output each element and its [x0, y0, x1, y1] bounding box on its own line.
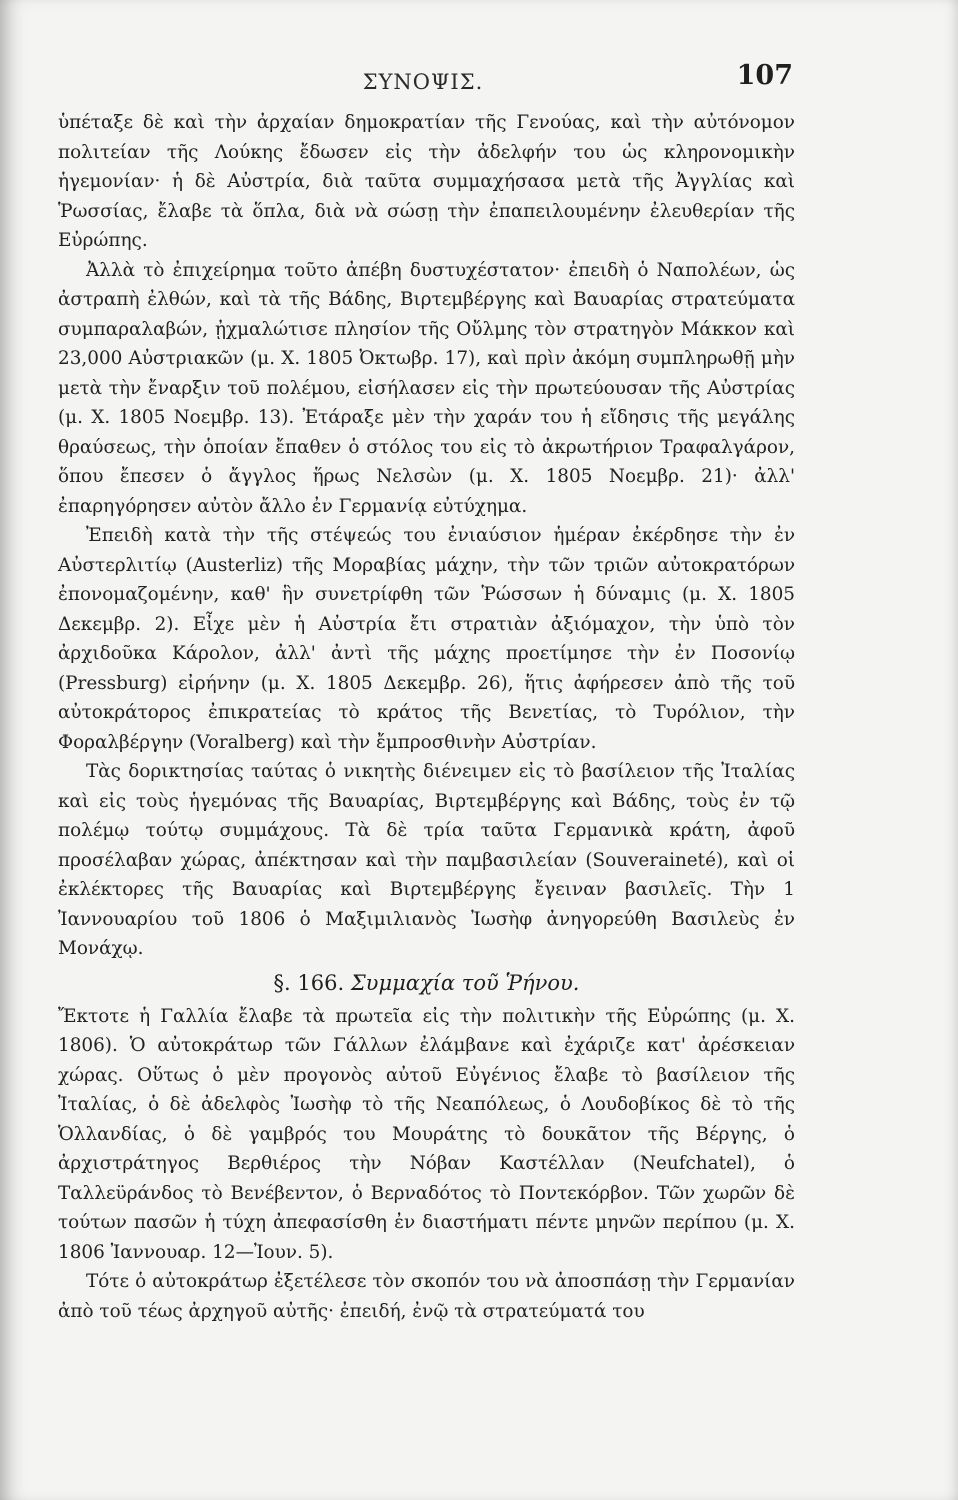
section-heading [58, 967, 795, 999]
paragraph: Ἔκτοτε ἡ Γαλλία ἔλαβε τὰ πρωτεῖα εἰς τὴν πολιτικὴν τῆς Εὐρώπης (μ. Χ. 1806). Ὁ αὐτοκράτωρ τῶν Γάλλων ἐλάμβανε καὶ ἐχάριζε κατ' ἀρέσκειαν χώρας. Οὕτως ὁ μὲν προγονὸς αὐτοῦ Εὐγένιος ἔλαβε τὸ βασίλειον τῆς Ἰταλίας, ὁ δὲ ἀδελφὸς Ἰωσὴφ τὸ τῆς Νεαπόλεως, ὁ Λουδοβίκος δὲ τὸ τῆς Ὁλλανδίας, ὁ δὲ γαμβρός του Μουράτης τὸ δουκᾶτον τῆς Βέργης, ὁ ἀρχιστράτηγος Βερθιέρος τὴν Νόβαν Καστέλλαν (Neufchatel), ὁ Ταλλεϋράνδος τὸ Βενέβεντον, ὁ Βερναδότος τὸ Ποντεκόρβον. Τῶν χωρῶν δὲ τούτων πασῶν ἡ τύχη ἀπεφασίσθη ἐν διαστήματι πέντε μηνῶν περίπου (μ. Χ. 1806 Ἰαννουαρ. 12—Ἰουν. 5). [58, 1005, 795, 1263]
body-text [58, 108, 795, 1326]
page-number: 107 [736, 60, 793, 91]
paragraph: Τότε ὁ αὐτοκράτωρ ἐξετέλεσε τὸν σκοπόν του νὰ ἀποσπάσῃ τὴν Γερμανίαν ἀπὸ τοῦ τέως ἀρχηγοῦ αὐτῆς· ἐπειδή, ἐνῷ τὰ στρατεύματά του [58, 1271, 795, 1322]
paragraph: ὑπέταξε δὲ καὶ τὴν ἀρχαίαν δημοκρατίαν τῆς Γενούας, καὶ τὴν αὐτόνομον πολιτείαν τῆς Λούκης ἔδωσεν εἰς τὴν ἀδελφήν του ὡς κληρονομικὴν ἡγεμονίαν· ἡ δὲ Αὐστρία, διὰ ταῦτα συμμαχήσασα μετὰ τῆς Ἀγγλίας καὶ Ῥωσσίας, ἔλαβε τὰ ὅπλα, διὰ νὰ σώσῃ τὴν ἐπαπειλουμένην ἐλευθερίαν τῆς Εὐρώπης. [58, 112, 795, 251]
paragraph: Ἀλλὰ τὸ ἐπιχείρημα τοῦτο ἀπέβη δυστυχέστατον· ἐπειδὴ ὁ Ναπολέων, ὡς ἀστραπὴ ἐλθών, καὶ τὰ τῆς Βάδης, Βιρτεμβέργης καὶ Βαυαρίας στρατεύματα συμπαραλαβών, ᾐχμαλώτισε πλησίον τῆς Οὔλμης τὸν στρατηγὸν Μάκκον καὶ 23,000 Αὐστριακῶν (μ. Χ. 1805 Ὀκτωβρ. 17), καὶ πρὶν ἀκόμη συμπληρωθῇ μὴν μετὰ τὴν ἔναρξιν τοῦ πολέμου, εἰσήλασεν εἰς τὴν πρωτεύουσαν τῆς Αὐστρίας (μ. Χ. 1805 Νοεμβρ. 13). Ἐτάραξε μὲν τὴν χαράν του ἡ εἴδησις τῆς μεγάλης θραύσεως, τὴν ὁποίαν ἔπαθεν ὁ στόλος του εἰς τὸ ἀκρωτήριον Τραφαλγάρον, ὅπου ἔπεσεν ὁ ἄγγλος ἥρως Νελσὼν (μ. Χ. 1805 Νοεμβρ. 21)· ἀλλ' ἐπαρηγόρησεν αὐτὸν ἄλλο ἐν Γερμανίᾳ εὐτύχημα. [58, 259, 795, 517]
section-number: §. 166. [273, 970, 345, 995]
paragraph: Τὰς δορικτησίας ταύτας ὁ νικητὴς διένειμεν εἰς τὸ βασίλειον τῆς Ἰταλίας καὶ εἰς τοὺς ἡγεμόνας τῆς Βαυαρίας, Βιρτεμβέργης καὶ Βάδης, τοὺς ἐν τῷ πολέμῳ τούτῳ συμμάχους. Τὰ δὲ τρία ταῦτα Γερμανικὰ κράτη, ἀφοῦ προσέλαβαν χώρας, ἀπέκτησαν καὶ τὴν παμβασιλείαν (Souveraineté), καὶ οἱ ἐκλέκτορες τῆς Βαυαρίας καὶ Βιρτεμβέργης ἔγειναν βασιλεῖς. Τὴν 1 Ἰαννουαρίου τοῦ 1806 ὁ Μαξιμιλιανὸς Ἰωσὴφ ἀνηγορεύθη Βασιλεὺς ἐν Μονάχῳ. [58, 761, 795, 959]
section-title: Συμμαχία τοῦ Ῥήνου. [350, 970, 580, 995]
running-title: ΣΥΝΟΨΙΣ. [362, 70, 484, 94]
paragraph: Ἐπειδὴ κατὰ τὴν τῆς στέψεώς του ἐνιαύσιον ἡμέραν ἐκέρδησε τὴν ἐν Αὐστερλιτίῳ (Austerliz) τῆς Μοραβίας μάχην, τὴν τῶν τριῶν αὐτοκρατόρων ἐπονομαζομένην, καθ' ἣν συνετρίφθη τῶν Ῥώσσων ἡ δύναμις (μ. Χ. 1805 Δεκεμβρ. 2). Εἶχε μὲν ἡ Αὐστρία ἔτι στρατιὰν ἀξιόμαχον, τὴν ὑπὸ τὸν ἀρχιδοῦκα Κάρολον, ἀλλ' ἀντὶ τῆς μάχης προετίμησε τὴν ἐν Ποσονίῳ (Pressburg) εἰρήνην (μ. Χ. 1805 Δεκεμβρ. 26), ἥτις ἀφήρεσεν ἀπὸ τῆς τοῦ αὐτοκράτορος ἐπικρατείας τὸ κράτος τῆς Βενετίας, τὸ Τυρόλιον, τὴν Φοραλβέργην (Voralberg) καὶ τὴν ἔμπροσθινὴν Αὐστρίαν. [58, 525, 795, 753]
